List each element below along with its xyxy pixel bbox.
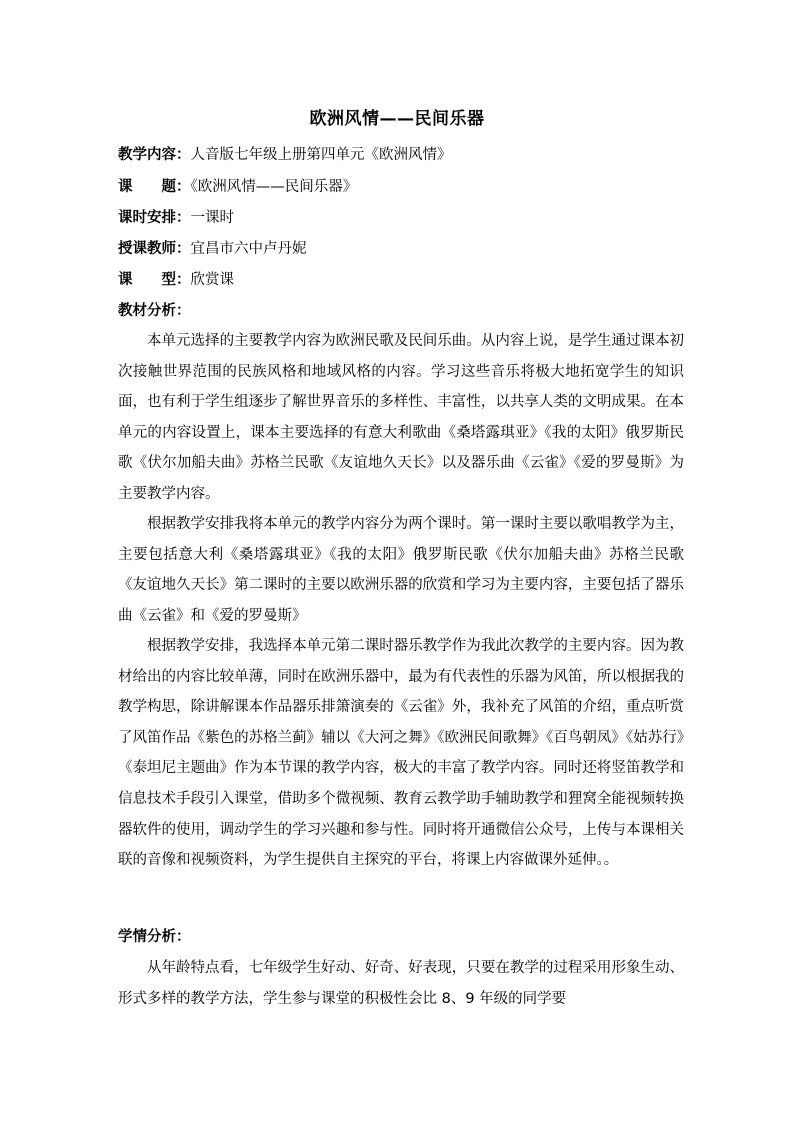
section-heading-students: 学情分析： [118, 929, 191, 945]
info-lesson-type [118, 270, 688, 290]
paragraph: 根据教学安排我将本单元的教学内容分为两个课时。第一课时主要以歌唱教学为主，主要包括意大利《桑塔露琪亚》《我的太阳》俄罗斯民歌《伏尔加船夫曲》苏格兰民歌《友谊地久天长》第二课时的主要以欧洲乐器的欣赏和学习为主要内容，主要包括了器乐曲《云雀》和《爱的罗曼斯》 [118, 516, 684, 624]
paragraph: 本单元选择的主要教学内容为欧洲民歌及民间乐曲。从内容上说，是学生通过课本初次接触世界范围的民族风格和地域风格的内容。学习这些音乐将极大地拓宽学生的知识面，也有利于学生组逐步了解世界音乐的多样性、丰富性，以共享人类的文明成果。在本单元的内容设置上，课本主要选择的有意大利歌曲《桑塔露琪亚》《我的太阳》俄罗斯民歌《伏尔加船夫曲》苏格兰民歌《友谊地久天长》以及器乐曲《云雀》《爱的罗曼斯》为主要教学内容。 [118, 333, 684, 502]
info-label: 课时安排： [118, 210, 191, 226]
info-schedule [118, 208, 688, 228]
document-title: 欧洲风情——民间乐器 [309, 109, 485, 129]
paragraph: 从年龄特点看，七年级学生好动、好奇、好表现，只要在教学的过程采用形象生动、形式多样的教学方法，学生参与课堂的积极性会比 8、9 年级的同学要 [118, 960, 684, 1007]
info-teacher [118, 239, 688, 259]
info-label: 教学内容： [118, 147, 191, 163]
info-label: 课 型： [118, 272, 191, 288]
info-value: 宜昌市六中卢丹妮 [190, 241, 307, 257]
info-value: 人音版七年级上册第四单元《欧洲风情》 [190, 147, 452, 163]
info-label: 授课教师： [118, 241, 191, 257]
section-heading-material: 教材分析： [118, 303, 191, 319]
info-value: 《欧洲风情——民间乐器》 [190, 179, 358, 195]
info-label: 课 题： [118, 179, 191, 195]
info-value: 欣赏课 [190, 272, 234, 288]
paragraph: 根据教学安排，我选择本单元第二课时器乐教学作为我此次教学的主要内容。因为教材给出的内容比较单薄，同时在欧洲乐器中，最为有代表性的乐器为风笛，所以根据我的教学构思，除讲解课本作品器乐排箫演奏的《云雀》外，我补充了风笛的介绍，重点听赏了风笛作品《紫色的苏格兰蓟》辅以《大河之舞》《欧洲民间歌舞》《百鸟朝凤》《姑苏行》《泰坦尼主题曲》作为本节课的教学内容，极大的丰富了教学内容。同时还将竖笛教学和信息技术手段引入课堂，借助多个微视频、教育云教学助手辅助教学和狸窝全能视频转换器软件的使用，调动学生的学习兴趣和参与性。同时将开通微信公众号，上传与本课相关联的音像和视频资料，为学生提供自主探究的平台，将课上内容做课外延伸。。 [118, 638, 684, 869]
info-value: 一课时 [190, 210, 234, 226]
info-teaching-content [118, 145, 688, 165]
info-topic [118, 177, 688, 197]
